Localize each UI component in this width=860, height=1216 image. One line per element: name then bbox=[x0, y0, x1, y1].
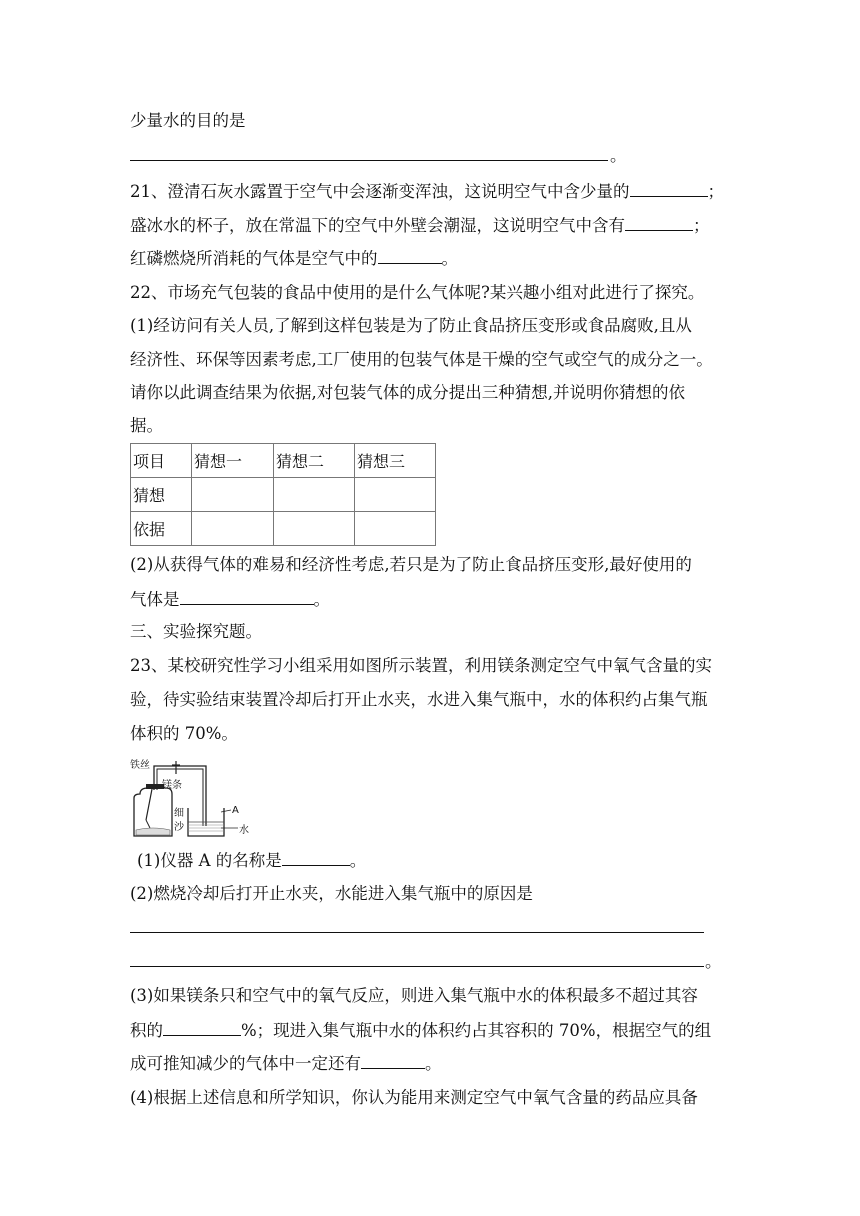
q22-p2-line1: (2)从获得气体的难易和经济性考虑,若只是为了防止食品挤压变形,最好使用的 bbox=[130, 555, 692, 574]
section-title: 三、实验探究题。 bbox=[130, 622, 262, 641]
q20-answer-blank bbox=[130, 160, 608, 161]
q21-blank3 bbox=[378, 248, 442, 264]
table-row-label: 猜想 bbox=[131, 478, 192, 512]
q22-answer-blank bbox=[180, 589, 314, 605]
q23-intro-line3: 体积的 70%。 bbox=[130, 724, 238, 743]
q21-blank1 bbox=[630, 181, 708, 197]
q20-text: 少量水的目的是 bbox=[130, 111, 246, 130]
q23-p3-line2 bbox=[130, 1020, 711, 1041]
label-sand-2: 沙 bbox=[174, 822, 184, 833]
q22-p2-end: 。 bbox=[313, 590, 330, 609]
q23-p3-line1: (3)如果镁条只和空气中的氧气反应，则进入集气瓶中水的体积最多不超过其容 bbox=[130, 986, 698, 1005]
table-header-row bbox=[131, 444, 436, 478]
q22-p2-text: 气体是 bbox=[130, 590, 180, 609]
q23-p4: (4)根据上述信息和所学知识，你认为能用来测定空气中氧气含量的药品应具备 bbox=[130, 1088, 698, 1107]
table-row-label: 依据 bbox=[131, 512, 192, 546]
q23-blank-gas bbox=[361, 1053, 425, 1069]
label-a: A bbox=[232, 805, 239, 816]
label-ribbon: 镁条 bbox=[162, 780, 182, 791]
q23-blank-percent bbox=[163, 1020, 241, 1036]
table-cell-empty bbox=[274, 512, 355, 546]
q22-p1-line2: 经济性、环保等因素考虑,工厂使用的包装气体是干燥的空气或空气的成分之一。 bbox=[130, 350, 713, 369]
table-cell-empty bbox=[192, 478, 274, 512]
table-cell-empty bbox=[355, 478, 436, 512]
q21-line2 bbox=[130, 215, 710, 236]
q21-line3-end: 。 bbox=[441, 249, 458, 268]
q21-line1-text: 21、澄清石灰水露置于空气中会逐渐变浑浊，这说明空气中含少量的 bbox=[130, 182, 630, 201]
q21-line3 bbox=[130, 248, 458, 269]
table-header-cell: 猜想一 bbox=[192, 444, 274, 478]
q23-blank1 bbox=[282, 850, 350, 866]
q23-p3-text-a: 积的 bbox=[130, 1021, 163, 1040]
q23-answer-line-2 bbox=[130, 966, 704, 967]
table-cell-empty bbox=[274, 478, 355, 512]
q21-line2-end: ； bbox=[693, 216, 710, 235]
q22-p2-line2 bbox=[130, 589, 330, 610]
hypothesis-table bbox=[130, 443, 436, 546]
q22-p1-line3: 请你以此调查结果为依据,对包装气体的成分提出三种猜想,并说明你猜想的依 bbox=[130, 383, 685, 402]
q23-p2: (2)燃烧冷却后打开止水夹，水能进入集气瓶中的原因是 bbox=[130, 884, 533, 903]
q23-intro-line2: 验，待实验结束装置冷却后打开止水夹，水进入集气瓶中，水的体积约占集气瓶 bbox=[130, 690, 708, 709]
q21-blank2 bbox=[625, 215, 693, 231]
q23-p3-line3-end: 。 bbox=[425, 1054, 442, 1073]
label-wire: 铁丝 bbox=[130, 760, 150, 771]
table-row bbox=[131, 512, 436, 546]
q22-p1-line1: (1)经访问有关人员,了解到这样包装是为了防止食品挤压变形或食品腐败,且从 bbox=[130, 316, 692, 335]
q23-intro-line1: 23、某校研究性学习小组采用如图所示装置，利用镁条测定空气中氧气含量的实 bbox=[130, 656, 712, 675]
table-header-cell: 猜想二 bbox=[274, 444, 355, 478]
q22-p1-line4: 据。 bbox=[130, 416, 163, 435]
table-row bbox=[131, 478, 436, 512]
q20-end-punct: 。 bbox=[610, 146, 627, 165]
q21-line2-text: 盛冰水的杯子，放在常温下的空气中外壁会潮湿，这说明空气中含有 bbox=[130, 216, 625, 235]
q21-line1 bbox=[130, 181, 724, 202]
table-cell-empty bbox=[355, 512, 436, 546]
q23-p3-line3-text: 成可推知减少的气体中一定还有 bbox=[130, 1054, 361, 1073]
q23-p3-line3 bbox=[130, 1053, 442, 1074]
q23-p1 bbox=[137, 850, 366, 871]
table-header-cell: 猜想三 bbox=[355, 444, 436, 478]
apparatus-diagram bbox=[128, 758, 252, 840]
q23-p1-text: (1)仪器 A 的名称是 bbox=[137, 851, 282, 870]
label-water: 水 bbox=[239, 825, 249, 836]
table-header-cell: 项目 bbox=[131, 444, 192, 478]
label-sand-1: 细 bbox=[174, 808, 184, 819]
q22-intro: 22、市场充气包装的食品中使用的是什么气体呢?某兴趣小组对此进行了探究。 bbox=[130, 283, 705, 302]
q23-p1-end: 。 bbox=[349, 851, 367, 870]
q21-line1-end: ； bbox=[707, 182, 724, 201]
q21-line3-text: 红磷燃烧所消耗的气体是空气中的 bbox=[130, 249, 378, 268]
q23-answer-line-1 bbox=[130, 932, 704, 933]
q23-p3-text-b: %；现进入集气瓶中水的体积约占其容积的 70%，根据空气的组 bbox=[241, 1021, 712, 1040]
q23-p2-end: 。 bbox=[705, 952, 722, 971]
table-cell-empty bbox=[192, 512, 274, 546]
